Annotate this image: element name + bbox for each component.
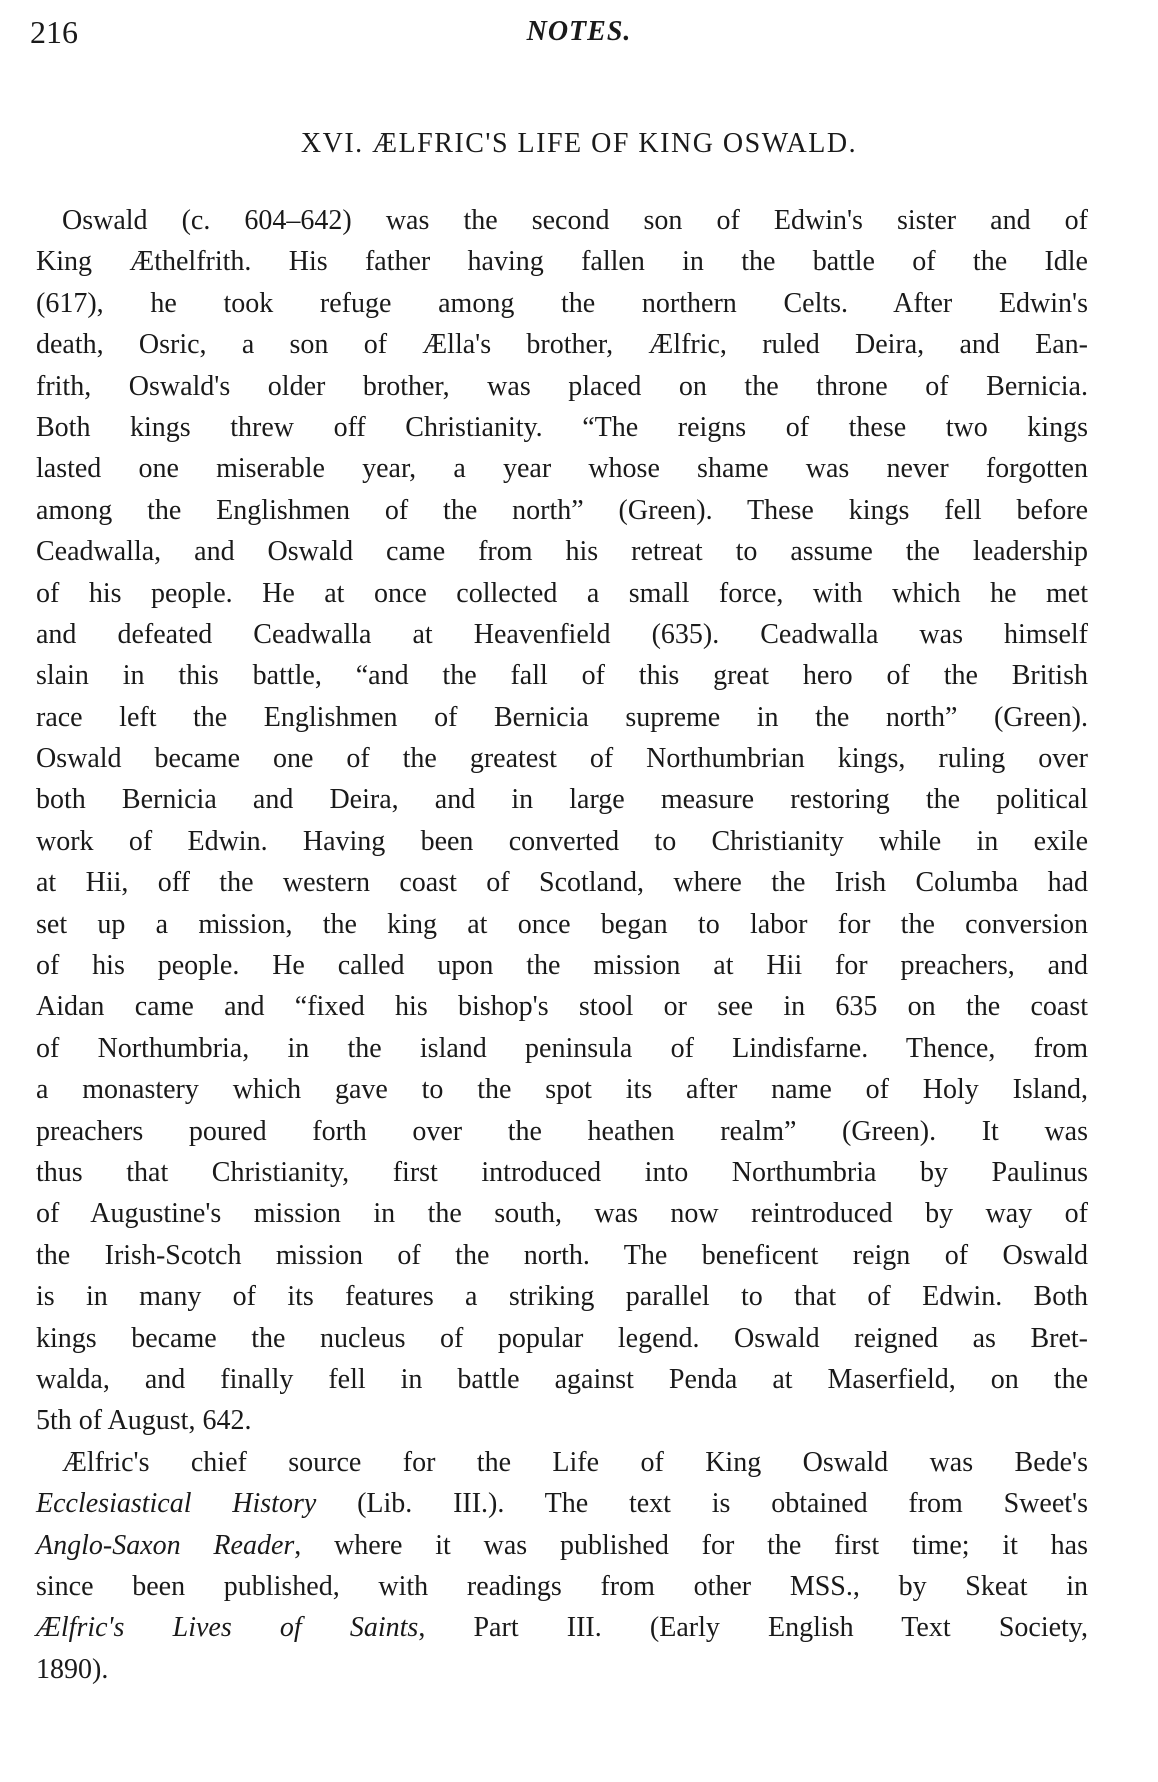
text-line: thus that Christianity, first introduced into Northumbria by Paulinus [36, 1156, 1088, 1188]
running-header: NOTES. [526, 16, 632, 47]
line-text: , Part III. (Early English Text Society, [418, 1612, 1088, 1644]
text-line: Oswald (c. 604–642) was the second son of Edwin's sister and of [62, 205, 1088, 236]
text-line: Oswald became one of the greatest of Northumbrian kings, ruling over [36, 743, 1088, 775]
text-line: since been published, with readings from other MSS., by Skeat in [36, 1570, 1088, 1602]
text-line: at Hii, off the western coast of Scotland, where the Irish Columba had [36, 867, 1088, 899]
text-line: 1890). [36, 1653, 109, 1685]
italic-title: Ælfric's Lives of Saints [36, 1612, 419, 1644]
section-title: XVI. ÆLFRIC'S LIFE OF KING OSWALD. [300, 128, 858, 159]
text-line: kings became the nucleus of popular legend. Oswald reigned as Bret- [36, 1322, 1088, 1354]
text-line [36, 1607, 1088, 1648]
text-line: walda, and finally fell in battle against Penda at Maserfield, on the [36, 1363, 1088, 1395]
line-text: , where it was published for the first time; it has [294, 1529, 1088, 1561]
paragraph [36, 200, 1088, 1442]
body-text [36, 200, 1088, 1690]
italic-title: Anglo-Saxon Reader [36, 1529, 295, 1561]
text-line: of Northumbria, in the island peninsula of Lindisfarne. Thence, from [36, 1032, 1088, 1064]
text-line: a monastery which gave to the spot its after name of Holy Island, [36, 1074, 1088, 1106]
text-line: both Bernicia and Deira, and in large measure restoring the political [36, 784, 1088, 816]
text-line [36, 1525, 1088, 1566]
text-line: frith, Oswald's older brother, was placed on the throne of Bernicia. [36, 370, 1088, 402]
text-line: slain in this battle, “and the fall of this great hero of the British [36, 660, 1088, 692]
paragraph [36, 1442, 1088, 1690]
text-line [36, 1483, 1088, 1524]
text-line: Aidan came and “fixed his bishop's stool or see in 635 on the coast [36, 991, 1088, 1023]
text-line: Ceadwalla, and Oswald came from his retreat to assume the leadership [36, 536, 1088, 568]
text-line: Ælfric's chief source for the Life of King Oswald was Bede's [62, 1446, 1088, 1478]
text-line: the Irish-Scotch mission of the north. The beneficent reign of Oswald [36, 1239, 1088, 1271]
text-line: Both kings threw off Christianity. “The reigns of these two kings [36, 411, 1088, 443]
text-line: work of Edwin. Having been converted to Christianity while in exile [36, 825, 1088, 857]
text-line: of Augustine's mission in the south, was now reintroduced by way of [36, 1198, 1088, 1230]
text-line: set up a mission, the king at once began to labor for the conversion [36, 908, 1088, 940]
text-line: King Æthelfrith. His father having fallen in the battle of the Idle [36, 246, 1088, 278]
text-line: (617), he took refuge among the northern Celts. After Edwin's [36, 287, 1088, 319]
text-line: preachers poured forth over the heathen realm” (Green). It was [36, 1115, 1088, 1147]
text-line: of his people. He at once collected a small force, with which he met [36, 577, 1088, 609]
text-line: lasted one miserable year, a year whose shame was never forgotten [36, 453, 1088, 485]
text-line: race left the Englishmen of Bernicia supreme in the north” (Green). [36, 701, 1088, 733]
text-line: is in many of its features a striking parallel to that of Edwin. Both [36, 1281, 1088, 1313]
text-line: death, Osric, a son of Ælla's brother, Ælfric, ruled Deira, and Ean- [36, 329, 1088, 361]
text-line: among the Englishmen of the north” (Green). These kings fell before [36, 494, 1088, 526]
text-line: and defeated Ceadwalla at Heavenfield (635). Ceadwalla was himself [36, 618, 1088, 650]
text-line: of his people. He called upon the mission at Hii for preachers, and [36, 950, 1088, 982]
text-line: 5th of August, 642. [36, 1405, 252, 1437]
italic-title: Ecclesiastical History [36, 1488, 317, 1520]
page-number: 216 [30, 14, 78, 50]
line-text: (Lib. III.). The text is obtained from Sweet's [316, 1488, 1088, 1520]
